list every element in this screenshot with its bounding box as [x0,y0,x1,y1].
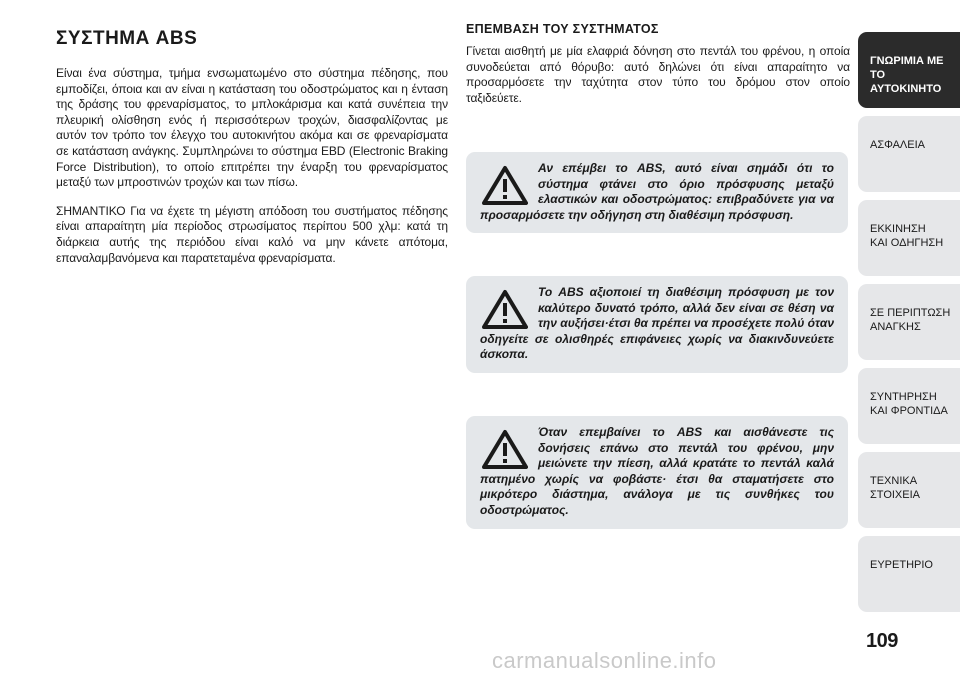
intervention-description: Γίνεται αισθητή με μία ελαφριά δόνηση στο πεντάλ του φρένου, η οποία συνοδεύεται από θόρυβο: αυτό δηλώνει ότι είναι απαραίτητο να προσαρμόσετε την ταχύτητα στον τύπο του δρόμου στον οποίο ταξιδεύετε. [466,44,850,105]
tab-getting-to-know-car[interactable]: ΓΝΩΡΙΜΙΑ ΜΕ ΤΟ ΑΥΤΟΚΙΝΗΤΟ [858,32,960,108]
section-title-abs: ΣΥΣΤΗΜΑ ABS [56,28,198,49]
warning-box-1 [466,152,848,233]
warning-triangle-icon [482,289,528,329]
tab-safety[interactable]: ΑΣΦΑΛΕΙΑ [858,116,960,192]
tab-technical-data[interactable]: ΤΕΧΝΙΚΑ ΣΤΟΙΧΕΙΑ [858,452,960,528]
page-number: 109 [866,630,898,652]
warning-text-3: Όταν επεμβαίνει το ABS και αισθάνεστε τις δονήσεις επάνω στο πεντάλ του φρένου, μην μειώνετε την πίεση, αλλά κρατάτε το πεντάλ καλά πατημένο χωρίς να φοβάστε· έτσι θα σταματήσετε στο μικρότερο διάστημα, ανάλογα με τις συνθήκες του οδοστρώματος. [480,425,834,517]
abs-important-note: ΣΗΜΑΝΤΙΚΟ Για να έχετε τη μέγιστη απόδοση του συστήματος πέδησης είναι απαραίτητη μία περίοδος στρωσίματος περίπου 500 χλμ: κατά τη διάρκεια αυτής της περιόδου είναι καλό να μην κάνετε απότομα, επαναλαμβανόμενα και παρατεταμένα φρεναρίσματα. [56,203,448,265]
tab-maintenance[interactable]: ΣΥΝΤΗΡΗΣΗ ΚΑΙ ΦΡΟΝΤΙΔΑ [858,368,960,444]
warning-triangle-icon [482,165,528,205]
chapter-tabs [858,32,960,620]
warning-box-3 [466,416,848,529]
abs-description: Είναι ένα σύστημα, τμήμα ενσωματωμένο στο σύστημα πέδησης, που εμποδίζει, όποια και αν είναι η κατάσταση του οδοστρώματος και η ένταση της δράσης του φρεναρίσματος, το μπλοκάρισμα και κατά συνέπεια την πλευρική ολίσθηση ενός ή περισσότερων τροχών, διασφαλίζοντας με αυτόν τον τρόπο τον έλεγχο του αυτοκινήτου ακόμα και σε φρεναρίσματα σε κατάσταση ανάγκης. Συμπληρώνει το σύστημα EBD (Electronic Braking Force Distribution), το οποίο επιτρέπει την έναρξη του φρεναρίσματος μεταξύ των μπροστινών τροχών και των πίσω. [56,66,448,190]
left-column [56,28,448,266]
tab-index[interactable]: ΕΥΡΕΤΗΡΙΟ [858,536,960,612]
watermark: carmanualsonline.info [492,648,717,673]
right-column [466,22,850,106]
tab-starting-driving[interactable]: ΕΚΚΙΝΗΣΗ ΚΑΙ ΟΔΗΓΗΣΗ [858,200,960,276]
warning-triangle-icon [482,429,528,469]
warning-text-2: Το ABS αξιοποιεί τη διαθέσιμη πρόσφυση με τον καλύτερο δυνατό τρόπο, αλλά δεν είναι σε θέση να την αυξήσει·έτσι θα πρέπει να προσέχετε πολύ όταν οδηγείτε σε ολισθηρές επιφάνειες χωρίς να διακινδυνεύετε άσκοπα. [480,285,834,362]
tab-emergency[interactable]: ΣΕ ΠΕΡΙΠΤΩΣΗ ΑΝΑΓΚΗΣ [858,284,960,360]
section-title-intervention: ΕΠΕΜΒΑΣΗ ΤΟΥ ΣΥΣΤΗΜΑΤΟΣ [466,22,659,36]
warning-text-1: Αν επέμβει το ABS, αυτό είναι σημάδι ότι το σύστημα φτάνει στο όριο πρόσφυσης μεταξύ ελαστικών και οδοστρώματος: επιβραδύνετε για να προσαρμόσετε την οδήγηση στη διαθέσιμη πρόσφυση. [480,161,834,222]
warning-box-2 [466,276,848,373]
